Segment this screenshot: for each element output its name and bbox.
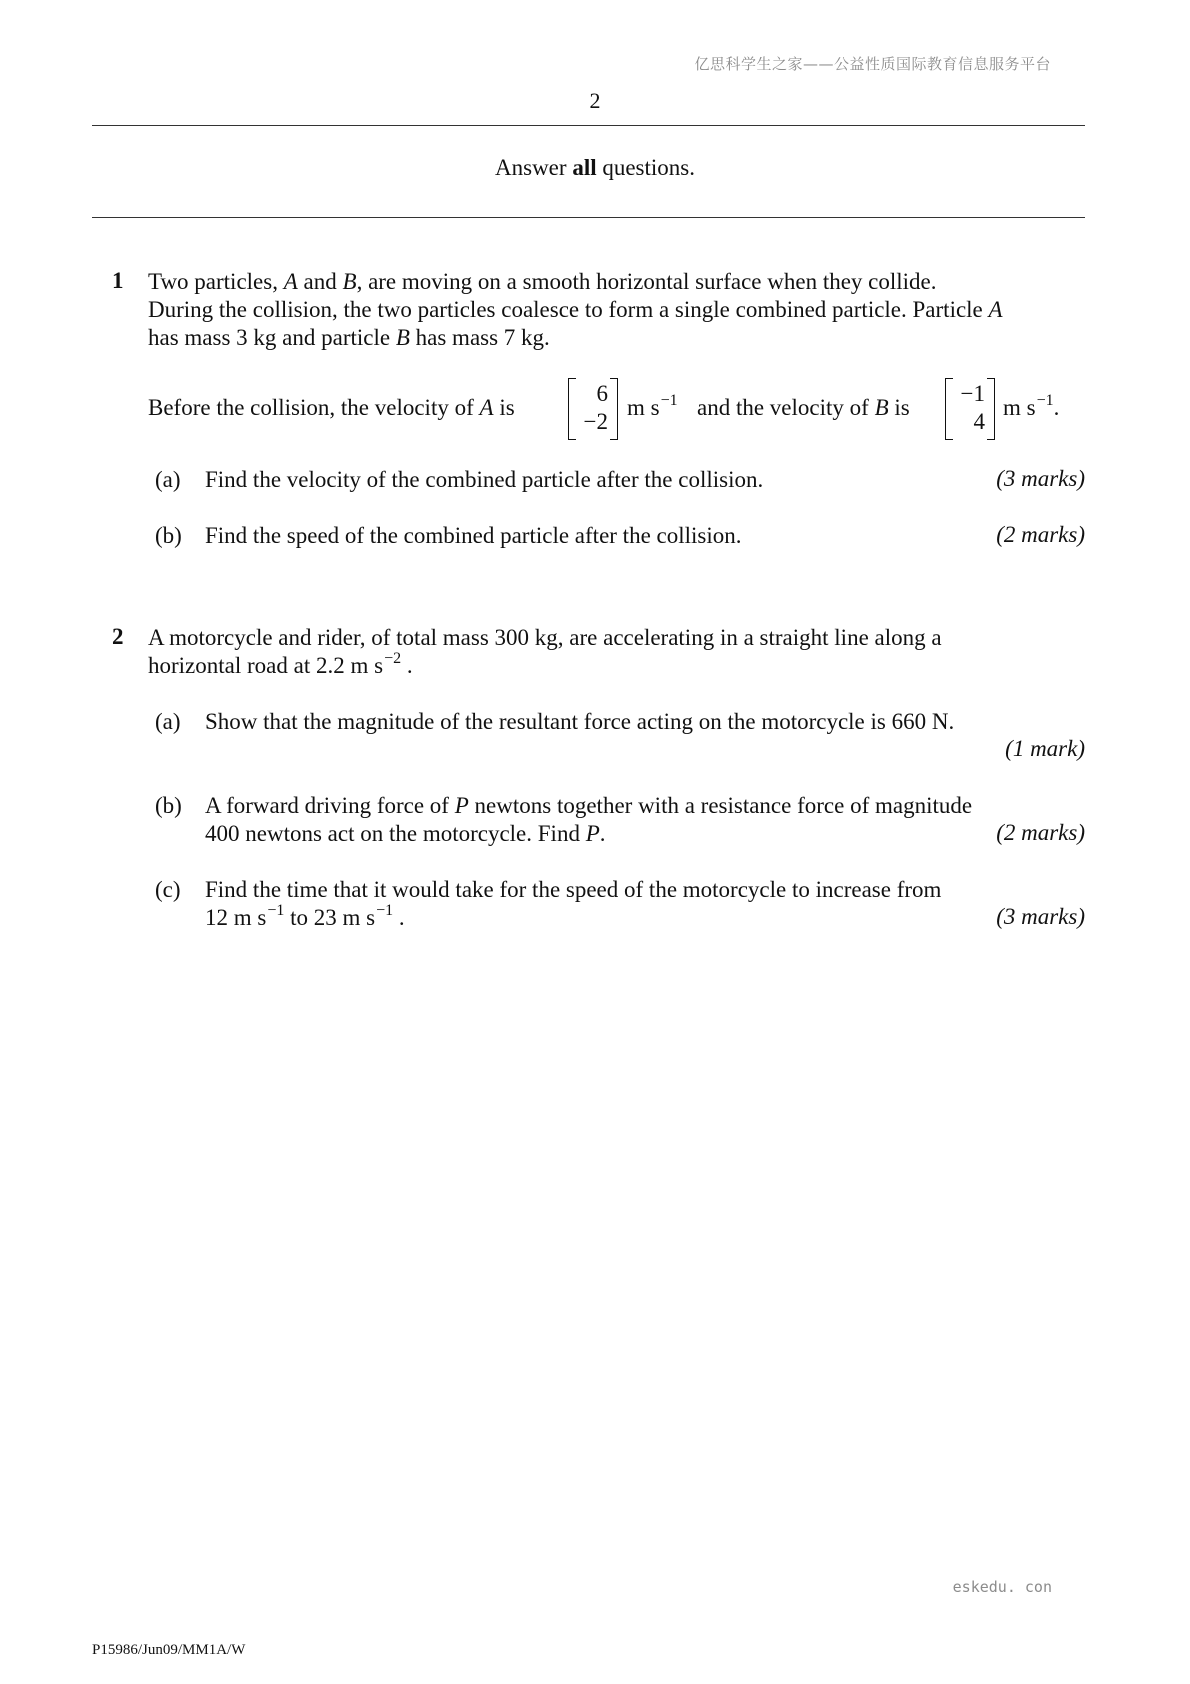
- question-2-line-1: A motorcycle and rider, of total mass 300 kg, are accelerating in a straight line along a: [148, 625, 942, 650]
- unit-b: m $s^{-1}$.: [1003, 392, 1060, 420]
- page-number: 2: [589, 88, 601, 113]
- question-2b-marks: (2 marks): [996, 820, 1085, 845]
- top-rule: [92, 125, 1085, 126]
- question-2c-marks: (3 marks): [996, 904, 1085, 929]
- paper-code: P15986/Jun09/MM1A/W: [92, 1642, 246, 1658]
- velocity-vector-a: 6 −2: [568, 378, 618, 440]
- question-2c-text-2: 12 m $s^{-1}$ to 23 m $s^{-1}$ .: [205, 902, 405, 930]
- question-2-line-2: horizontal road at 2.2 m $s^{-2}$ .: [148, 650, 413, 678]
- question-2c-text-1: Find the time that it would take for the speed of the motorcycle to increase from: [205, 877, 942, 902]
- instruction-rule: [92, 217, 1085, 218]
- question-1a-label: (a): [155, 467, 181, 492]
- question-2-number: 2: [112, 624, 124, 649]
- instruction: Answer all questions.: [495, 155, 695, 180]
- question-1b-text: Find the speed of the combined particle after the collision.: [205, 523, 742, 548]
- question-1-before-text: Before the collision, the velocity of A is: [148, 395, 515, 420]
- question-1-line-3: has mass 3 kg and particle B has mass 7 kg.: [148, 325, 550, 350]
- question-1a-text: Find the velocity of the combined particle after the collision.: [205, 467, 764, 492]
- question-1-line-2: During the collision, the two particles coalesce to form a single combined particle. Particle A: [148, 297, 1003, 322]
- unit-a: m $s^{-1}$: [627, 392, 678, 420]
- question-1-number: 1: [112, 268, 124, 293]
- footer-watermark: eskedu. con: [952, 1578, 1052, 1596]
- header-watermark: 亿思科学生之家——公益性质国际教育信息服务平台: [694, 55, 1051, 73]
- question-1b-marks: (2 marks): [996, 522, 1085, 547]
- question-2a-label: (a): [155, 709, 181, 734]
- question-1-line-1: Two particles, A and B, are moving on a smooth horizontal surface when they collide.: [148, 269, 937, 294]
- question-1-before-text-b: and the velocity of B is: [697, 395, 910, 420]
- velocity-vector-b: −1 4: [945, 378, 995, 440]
- question-2c-label: (c): [155, 877, 181, 902]
- question-2a-marks: (1 mark): [1005, 736, 1085, 761]
- question-1a-marks: (3 marks): [996, 466, 1085, 491]
- question-2a-text: Show that the magnitude of the resultant force acting on the motorcycle is 660 N.: [205, 709, 955, 734]
- question-2b-text-1: A forward driving force of P newtons together with a resistance force of magnitude: [205, 793, 973, 818]
- question-2b-label: (b): [155, 793, 182, 818]
- question-2b-text-2: 400 newtons act on the motorcycle. Find P.: [205, 821, 606, 846]
- question-1b-label: (b): [155, 523, 182, 548]
